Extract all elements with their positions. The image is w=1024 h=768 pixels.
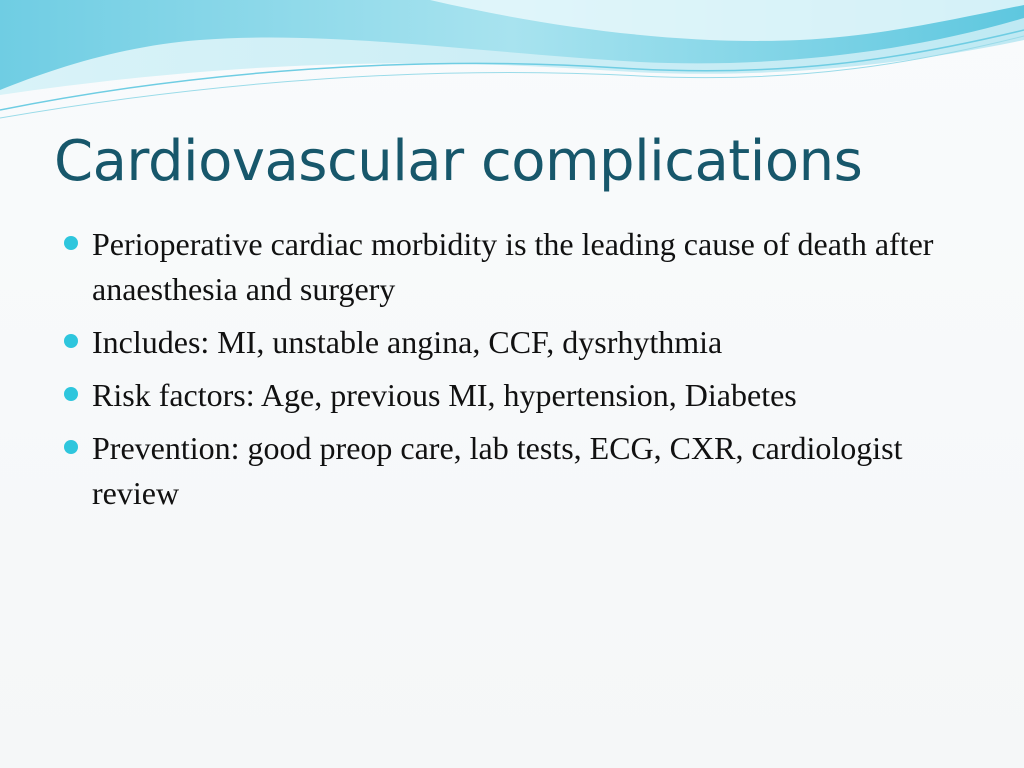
bullet-text: Includes: MI, unstable angina, CCF, dysrhythmia <box>92 324 723 360</box>
bullet-dot-icon <box>64 334 78 348</box>
slide-title: Cardiovascular complications <box>54 129 863 194</box>
bullet-item <box>62 222 962 312</box>
bullet-item <box>62 426 962 516</box>
bullet-text: Risk factors: Age, previous MI, hypertension, Diabetes <box>92 377 797 413</box>
bullet-dot-icon <box>64 440 78 454</box>
bullet-list <box>62 222 962 524</box>
bullet-item <box>62 373 962 418</box>
bullet-item <box>62 320 962 365</box>
header-wave-decoration <box>0 0 1024 130</box>
bullet-text: Perioperative cardiac morbidity is the leading cause of death after anaesthesia and surgery <box>92 226 934 307</box>
bullet-dot-icon <box>64 387 78 401</box>
bullet-dot-icon <box>64 236 78 250</box>
bullet-text: Prevention: good preop care, lab tests, ECG, CXR, cardiologist review <box>92 430 903 511</box>
